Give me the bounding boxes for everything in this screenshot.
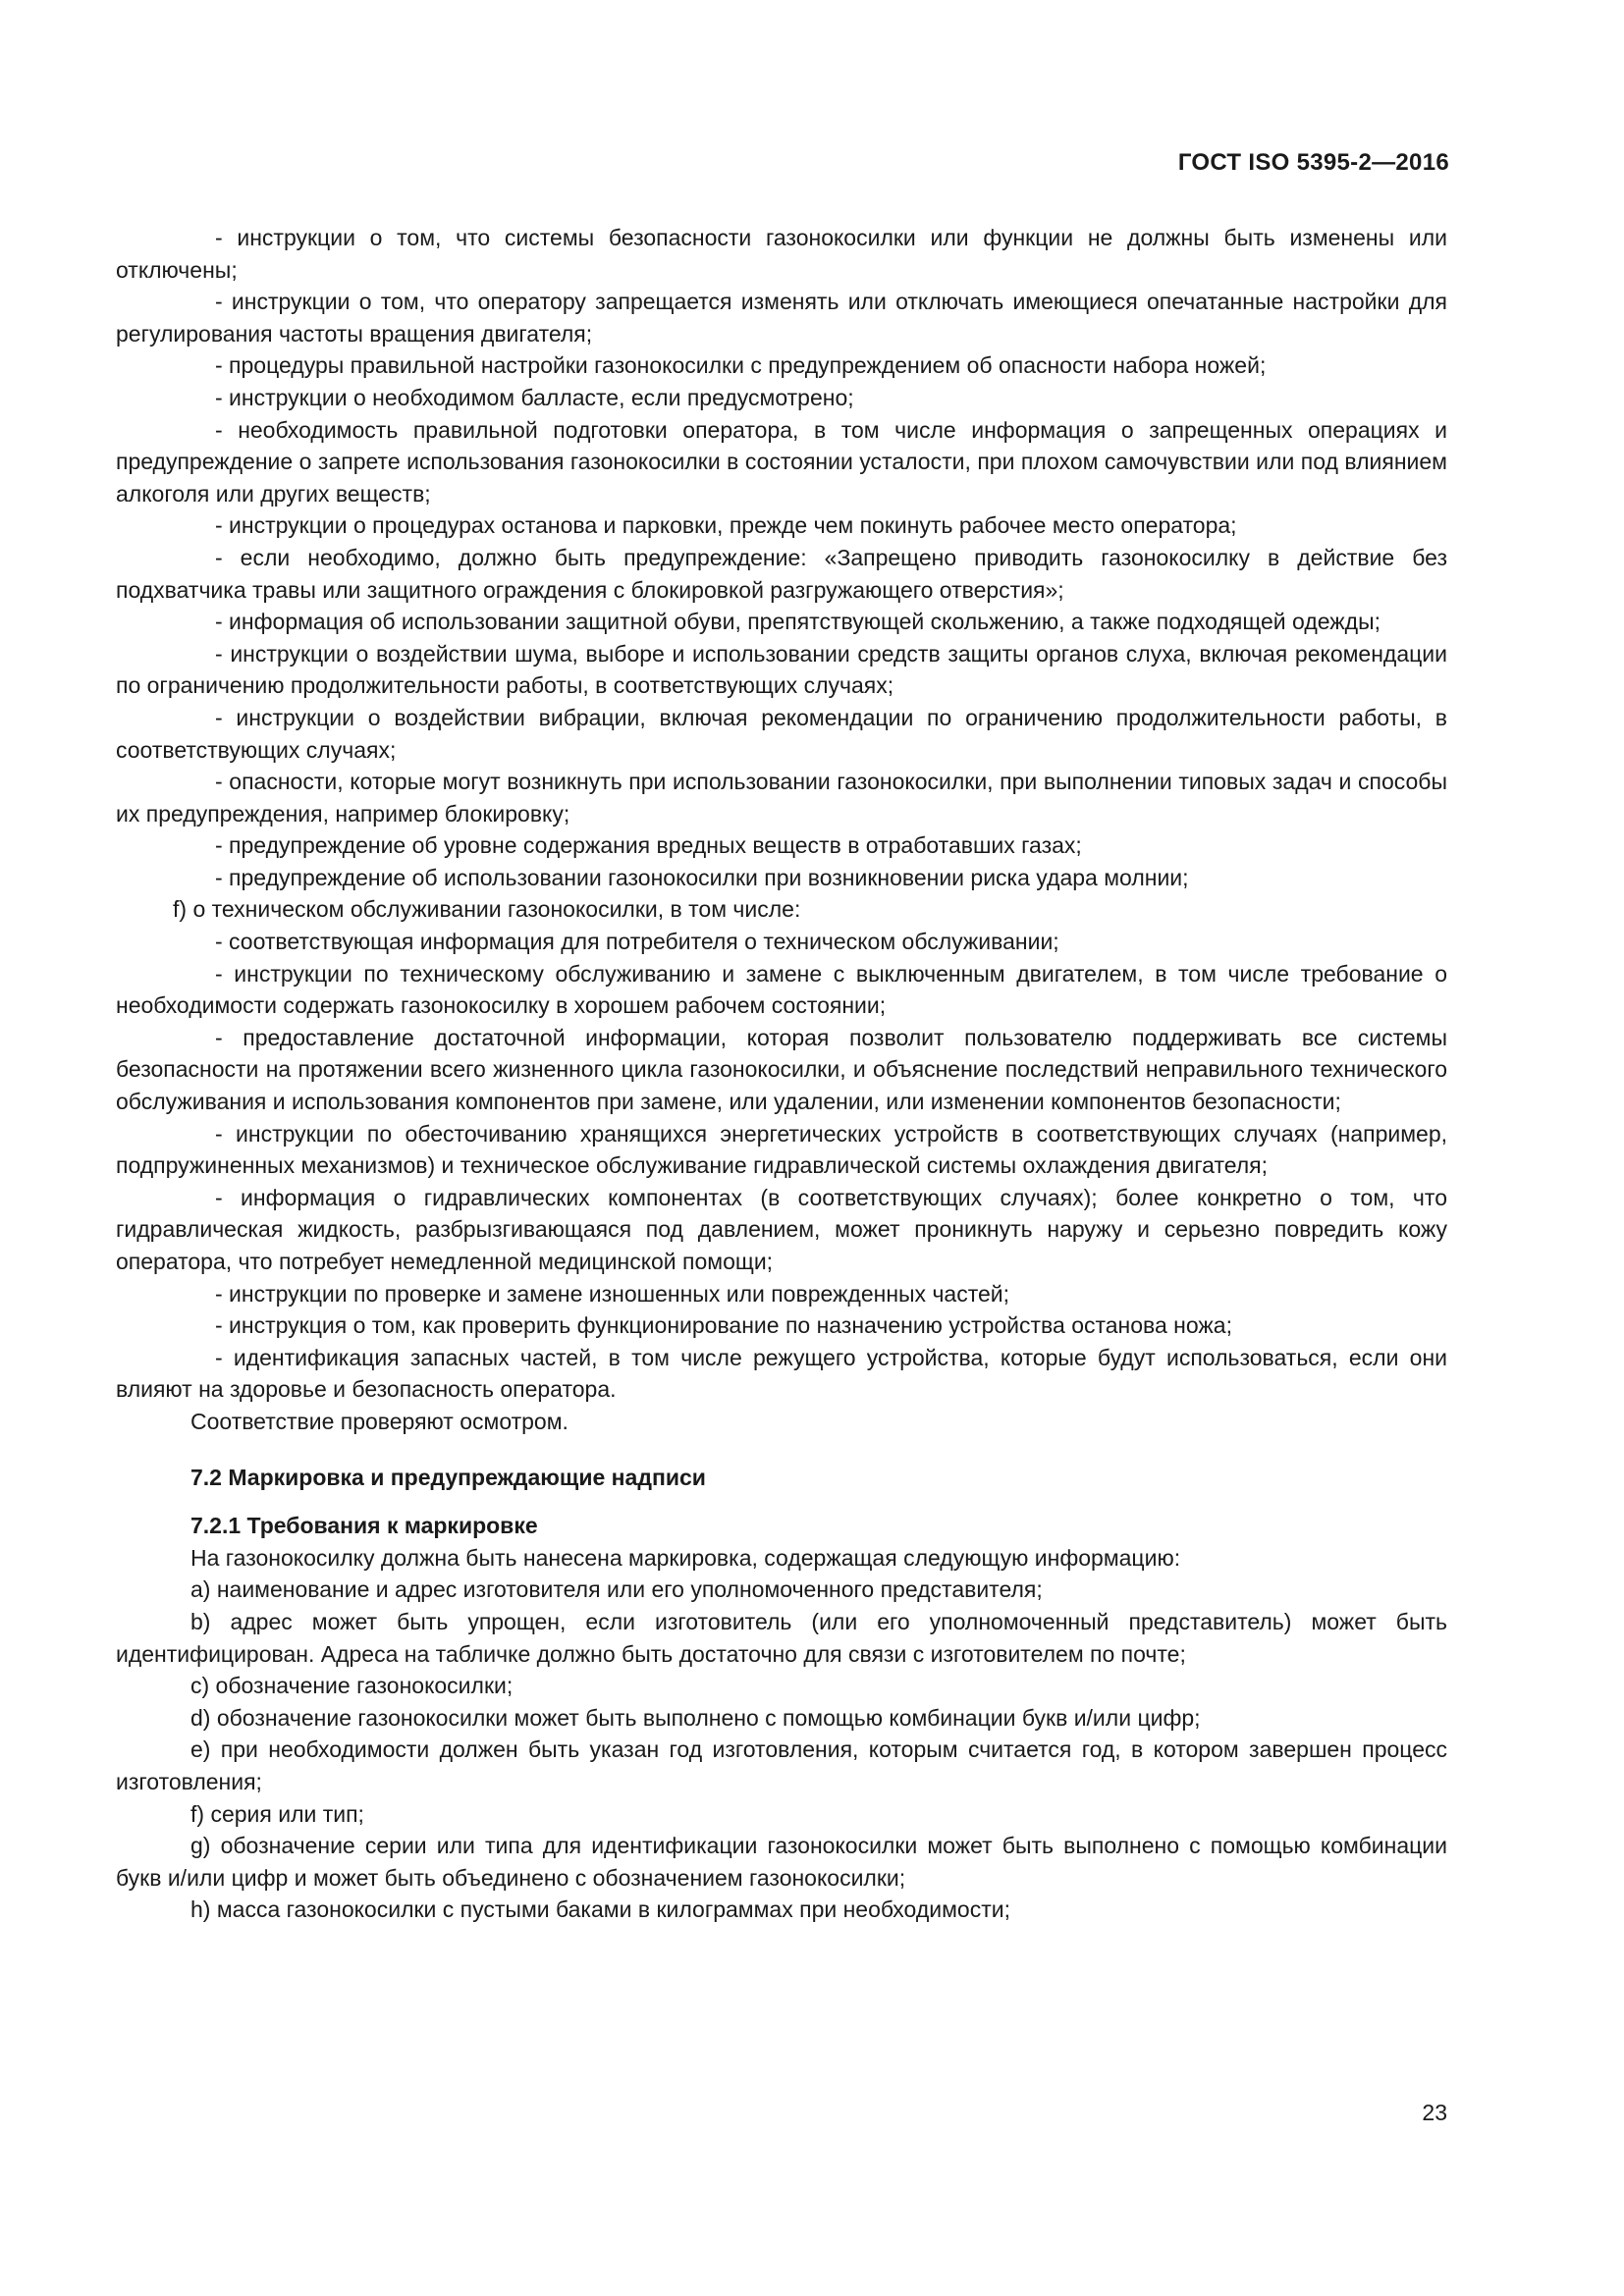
marking-item: e) при необходимости должен быть указан год изготовления, которым считается год, в котором завершен процесс изготовления;: [116, 1736, 1447, 1794]
list-item: - опасности, которые могут возникнуть при использовании газонокосилки, при выполнении типовых задач и способы их предупреждения, например блокировку;: [116, 769, 1447, 827]
list-item: - предоставление достаточной информации, которая позволит пользователю поддерживать все системы безопасности на протяжении всего жизненного цикла газонокосилки, и объяснение последствий неправильного технического обслуживания и использования компонентов при замене, или удалении, или изменении компонентов безопасности;: [116, 1024, 1447, 1115]
list-item: - предупреждение об использовании газонокосилки при возникновении риска удара молнии;: [215, 864, 1189, 890]
marking-item: h) масса газонокосилки с пустыми баками в килограммах при необходимости;: [190, 1896, 1010, 1923]
list-item: - инструкции о том, что оператору запрещается изменять или отключать имеющиеся опечатанные настройки для регулирования частоты вращения двигателя;: [116, 289, 1447, 347]
item-f-maintenance: f) о техническом обслуживании газонокосилки, в том числе:: [173, 896, 801, 923]
list-item: - инструкция о том, как проверить функционирование по назначению устройства останова ножа;: [215, 1312, 1232, 1339]
marking-item: f) серия или тип;: [190, 1800, 364, 1827]
list-item: - информация о гидравлических компонентах (в соответствующих случаях); более конкретно о том, что гидравлическая жидкость, разбрызгивающаяся под давлением, может проникнуть наружу и серьезно повредить кожу оператора, что потребует немедленной медицинской помощи;: [116, 1184, 1447, 1274]
list-item: - инструкции о необходимом балласте, если предусмотрено;: [215, 384, 854, 410]
list-item: - инструкции по проверке и замене изношенных или поврежденных частей;: [215, 1280, 1010, 1307]
marking-item: d) обозначение газонокосилки может быть выполнено с помощью комбинации букв и/или цифр;: [190, 1704, 1201, 1731]
marking-item: g) обозначение серии или типа для идентификации газонокосилки может быть выполнено с помощью комбинации букв и/или цифр и может быть объединено с обозначением газонокосилки;: [116, 1833, 1447, 1891]
page-number: 23: [1422, 2100, 1447, 2125]
list-item: - информация об использовании защитной обуви, препятствующей скольжению, а также подходящей одежды;: [215, 609, 1381, 635]
list-item: - инструкции по обесточиванию хранящихся энергетических устройств в соответствующих случаях (например, подпружиненных механизмов) и техническое обслуживание гидравлической системы охлаждения двигателя;: [116, 1120, 1447, 1179]
list-item: - инструкции о воздействии шума, выборе и использовании средств защиты органов слуха, включая рекомендации по ограничению продолжительности работы, в соответствующих случаях;: [116, 640, 1447, 699]
list-item: - инструкции по техническому обслуживанию и замене с выключенным двигателем, в том числе требование о необходимости содержать газонокосилку в хорошем рабочем состоянии;: [116, 960, 1447, 1019]
marking-item: c) обозначение газонокосилки;: [190, 1673, 514, 1699]
list-item: - процедуры правильной настройки газонокосилки с предупреждением об опасности набора ножей;: [215, 352, 1267, 379]
marking-item: b) адрес может быть упрощен, если изготовитель (или его уполномоченный представитель) может быть идентифицирован. Адреса на табличке должно быть достаточно для связи с изготовителем по почте;: [116, 1608, 1447, 1667]
conformity-statement: Соответствие проверяют осмотром.: [190, 1408, 568, 1434]
marking-item: a) наименование и адрес изготовителя или его уполномоченного представителя;: [190, 1576, 1043, 1603]
document-code-header: ГОСТ ISO 5395-2—2016: [1177, 149, 1449, 176]
list-item: - если необходимо, должно быть предупреждение: «Запрещено приводить газонокосилку в действие без подхватчика травы или защитного ограждения с блокировкой разгружающего отверстия»;: [116, 544, 1447, 603]
list-item: - инструкции о том, что системы безопасности газонокосилки или функции не должны быть изменены или отключены;: [116, 225, 1447, 283]
list-item: - необходимость правильной подготовки оператора, в том числе информация о запрещенных операциях и предупреждение о запрете использования газонокосилки в состоянии усталости, при плохом самочувствии или под влиянием алкоголя или других веществ;: [116, 416, 1447, 507]
list-item: - предупреждение об уровне содержания вредных веществ в отработавших газах;: [215, 832, 1082, 859]
subsection-heading: 7.2.1 Требования к маркировке: [190, 1513, 538, 1539]
section-intro: На газонокосилку должна быть нанесена маркировка, содержащая следующую информацию:: [190, 1544, 1181, 1571]
list-item: - инструкции о воздействии вибрации, включая рекомендации по ограничению продолжительности работы, в соответствующих случаях;: [116, 704, 1447, 763]
list-item: - идентификация запасных частей, в том числе режущего устройства, которые будут использоваться, если они влияют на здоровье и безопасность оператора.: [116, 1344, 1447, 1403]
section-heading: 7.2 Маркировка и предупреждающие надписи: [190, 1464, 706, 1490]
document-body: [116, 222, 1447, 1926]
list-item: - инструкции о процедурах останова и парковки, прежде чем покинуть рабочее место оператора;: [215, 512, 1237, 539]
list-item: - соответствующая информация для потребителя о техническом обслуживании;: [215, 929, 1059, 955]
